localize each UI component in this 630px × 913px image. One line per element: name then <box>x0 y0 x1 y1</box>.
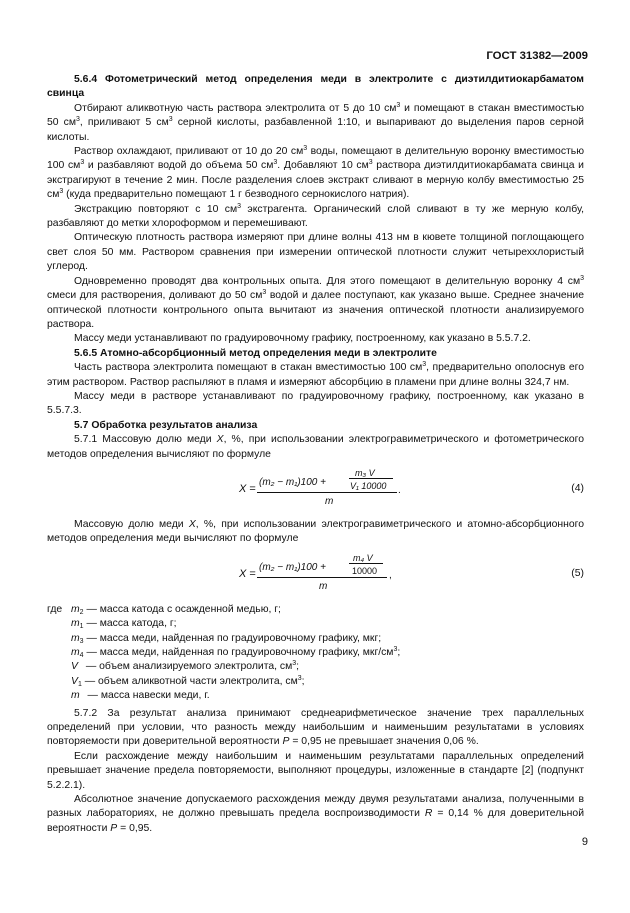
symbol: m <box>71 618 80 630</box>
text: Отбирают аликвотную часть раствора электролита от 5 до 10 см <box>74 102 397 114</box>
eq-sign: = <box>249 482 256 495</box>
text: Часть раствора электролита помещают в стакан вместимостью 100 см <box>74 362 423 374</box>
standard-header: ГОСТ 31382—2009 <box>486 50 588 62</box>
sup: 3 <box>292 660 297 668</box>
text: — масса меди, найденная по градуировочному графику, мкг; <box>83 632 382 644</box>
symbol: m <box>71 690 80 702</box>
section-5-7-title: 5.7 Обработка результатов анализа <box>74 419 258 431</box>
symbol: V <box>71 675 78 687</box>
sup: 3 <box>368 159 373 167</box>
text: = 0,95. <box>117 822 153 834</box>
text: Массовую долю меди <box>74 518 189 530</box>
formula-4 <box>47 466 584 512</box>
text: и разбавляют водой до объема 50 см <box>84 160 274 172</box>
symbol: R <box>424 808 433 820</box>
definition-row <box>47 617 584 631</box>
sup: 3 <box>297 674 302 682</box>
symbol: X <box>188 518 196 530</box>
text: . Добавляют 10 см <box>277 160 369 172</box>
text: Одновременно проводят два контрольных опыта. Для этого помещают в делительную воронку 4 см <box>74 275 581 287</box>
text: , приливают 5 см <box>79 117 169 129</box>
subscript: 1 <box>79 623 84 631</box>
definition <box>71 617 177 631</box>
definition-row <box>47 689 584 703</box>
small-numerator: m₄ V <box>353 552 373 563</box>
text: Экстракцию повторяют с 10 см <box>74 203 238 215</box>
definitions-list <box>47 603 584 704</box>
spacer <box>47 646 71 660</box>
symbol: m <box>71 603 80 615</box>
paragraph <box>47 203 584 232</box>
text: — объем анализируемого электролита, см <box>82 661 293 673</box>
where-label: где <box>47 603 63 615</box>
small-denominator: 10000 <box>352 565 378 576</box>
text: ; <box>397 647 401 658</box>
text: — масса навески меди, г. <box>84 690 210 702</box>
text: ; <box>296 661 300 673</box>
sup: 3 <box>168 116 173 124</box>
paragraph <box>47 433 584 462</box>
eq-sign: = <box>249 567 256 580</box>
symbol: X <box>239 567 247 580</box>
text: = 0,14 % для доверительной вероятности <box>47 808 585 834</box>
definition-row <box>47 646 584 660</box>
sup: 3 <box>75 116 80 124</box>
small-numerator: m₃ V <box>355 467 375 478</box>
text: 5.7.2 За результат анализа принимают среднеарифметическое значение трех параллельных определений при условии, что разность между наибольшим и наименьшим результатами в условиях повторяемости при доверительной вероятности <box>47 707 584 748</box>
symbol: P <box>282 736 290 748</box>
small-denominator: V₁ 10000 <box>350 480 387 491</box>
formula-tail: . <box>398 484 401 496</box>
paragraph: Если расхождение между наибольшим и наименьшим результатами параллельных определений превышает значение предела повторяемости, выполняют процедуры, изложенные в стандарте [2] (подпункт 5.2.2.1). <box>47 750 584 791</box>
formula-lhs <box>239 567 256 581</box>
definition-row <box>47 632 584 646</box>
subscript: 1 <box>77 680 82 688</box>
definition <box>71 603 281 617</box>
text: (куда предварительно помещают 1 г безводного сернокислого натрия). <box>63 189 410 201</box>
paragraph: Массу меди устанавливают по градуировочному графику, построенному, как указано в 5.5.7.2. <box>74 333 531 345</box>
symbol: V <box>71 661 78 673</box>
paragraph <box>47 145 584 203</box>
sup: 3 <box>393 646 398 653</box>
symbol: X <box>239 482 247 495</box>
paragraph <box>47 707 584 750</box>
document-body <box>47 73 584 836</box>
text: = 0,95 не превышает значения 0,06 %. <box>289 736 479 748</box>
text: воды, помещают в делительную воронку вместимостью 100 см <box>47 146 584 172</box>
definition <box>71 646 400 660</box>
sup: 3 <box>59 188 64 196</box>
text: — объем аликвотной части электролита, см <box>81 675 298 687</box>
text: водой и далее поступают, как указано выше. Среднее значение оптической плотности контрольного опыта вычитают из значения оптической плотности анализируемого раствора. <box>47 290 584 330</box>
text: , %, при использовании электрогравиметрического и атомно-абсорбционного методов определения меди вычисляют по формуле <box>47 518 585 545</box>
sup: 3 <box>422 361 427 369</box>
formula-number: (5) <box>571 567 584 579</box>
subscript: 3 <box>79 637 84 645</box>
spacer <box>47 632 71 646</box>
formula-lhs <box>239 482 256 496</box>
paragraph <box>47 793 584 836</box>
text: 5.7.1 Массовую долю меди <box>74 434 217 446</box>
spacer <box>47 660 71 674</box>
numerator: (m₂ − m₁)100 + <box>259 476 326 488</box>
sup: 3 <box>396 101 401 109</box>
formula-5 <box>47 551 584 597</box>
subscript: 2 <box>79 608 84 616</box>
sup: 3 <box>262 289 267 297</box>
paragraph <box>47 518 584 547</box>
definition-row <box>47 660 584 674</box>
sup: 3 <box>80 159 85 167</box>
text: , %, при использовании электрогравиметрического и фотометрического методов определения вычисляют по формуле <box>47 434 584 460</box>
fraction-bar <box>257 492 397 493</box>
fraction-bar <box>257 577 387 578</box>
page-number: 9 <box>581 836 588 848</box>
text: Раствор охлаждают, приливают от 10 до 20 см <box>74 146 304 158</box>
symbol: m <box>71 632 80 644</box>
text: раствора диэтилдитиокарбамата свинца и экстрагируют в течение 2 мин. После разделения слоев экстракт сливают в мерную колбу вместимостью 25 см <box>47 160 584 201</box>
text: экстрагента. Органический слой сливают в ту же мерную колбу, разбавляют до метки хлороформом и перемешивают. <box>47 203 584 230</box>
paragraph: Оптическую плотность раствора измеряют при длине волны 413 нм в кювете толщиной поглощающего свет слоя 50 мм. Раствором сравнения при измерении оптической плотности служит четыреххлористый углерод. <box>47 232 584 273</box>
section-5-6-4-title: 5.6.4 Фотометрический метод определения меди в электролите с диэтилдитиокарбаматом свинца <box>47 74 584 100</box>
spacer <box>47 675 71 689</box>
paragraph: Массу меди в растворе устанавливают по градуировочному графику, построенному, как указано в 5.5.7.3. <box>47 390 584 417</box>
text: , предварительно ополоснув его этим раствором. Раствор распыляют в пламя и измеряют абсорбцию в пламени при длине волны 324,7 нм. <box>47 362 584 388</box>
text: Абсолютное значение допускаемого расхождения между двумя результатами анализа, полученными в разных лабораториях, не должно превышать предела воспроизводимости <box>47 794 584 820</box>
text: — масса меди, найденная по градуировочному графику, мкг/см <box>83 647 394 658</box>
definition-row <box>47 675 584 689</box>
subscript: 4 <box>79 652 84 659</box>
spacer <box>47 617 71 631</box>
sup: 3 <box>303 145 308 153</box>
text: ; <box>301 675 305 687</box>
definition <box>71 660 299 674</box>
denominator: m <box>325 495 334 507</box>
numerator: (m₂ − m₁)100 + <box>259 561 326 573</box>
definition <box>71 675 305 689</box>
sup: 3 <box>237 202 242 210</box>
formula-tail: , <box>389 569 392 581</box>
text: и помещают в стакан вместимостью 50 см <box>47 102 584 129</box>
definition <box>71 632 381 646</box>
text: серной кислоты, разбавленной 1:10, и выпаривают до выделения паров серной кислоты. <box>47 117 584 143</box>
formula-number: (4) <box>571 482 584 494</box>
text: смеси для растворения, доливают до 50 см <box>47 290 263 302</box>
spacer <box>47 689 71 703</box>
text: — масса катода, г; <box>83 618 177 630</box>
paragraph <box>47 275 584 333</box>
symbol: P <box>110 822 118 834</box>
sup: 3 <box>580 274 584 282</box>
section-5-6-5-title: 5.6.5 Атомно-абсорбционный метод определения меди в электролите <box>74 347 437 359</box>
definition <box>71 689 210 703</box>
paragraph <box>47 361 584 390</box>
denominator: m <box>319 580 328 592</box>
sup: 3 <box>273 159 278 167</box>
text: — масса катода с осажденной медью, г; <box>83 603 281 615</box>
symbol: m <box>71 647 80 658</box>
definition-row <box>47 603 584 617</box>
paragraph <box>47 102 584 145</box>
symbol: X <box>216 434 224 446</box>
